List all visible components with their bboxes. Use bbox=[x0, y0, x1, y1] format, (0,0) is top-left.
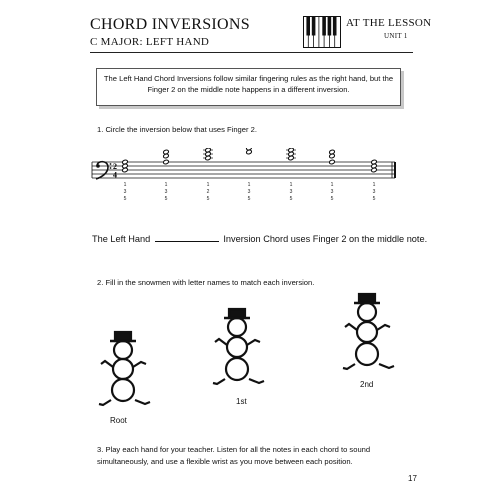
time-signature-bottom: 4 bbox=[113, 170, 117, 180]
info-box: The Left Hand Chord Inversions follow similar fingering rules as the right hand, but the Finger 2 on the middle note happens in a different inversion. bbox=[96, 68, 401, 106]
chord-1[interactable] bbox=[122, 159, 128, 172]
chord-2[interactable] bbox=[163, 149, 169, 164]
chord-group bbox=[122, 148, 377, 173]
chord-7[interactable] bbox=[371, 159, 377, 172]
time-signature-top: 2 bbox=[113, 162, 117, 171]
staff-lines bbox=[92, 162, 395, 178]
lesson-label: AT THE LESSON bbox=[346, 17, 432, 29]
fingering-number: 5 bbox=[372, 196, 376, 202]
fingering-number: 1 bbox=[372, 182, 376, 188]
fingering-number: 3 bbox=[330, 189, 334, 195]
page-title: CHORD INVERSIONS bbox=[90, 16, 250, 33]
piano-keys-icon bbox=[303, 16, 341, 48]
snowman-root[interactable] bbox=[97, 322, 155, 414]
fill-in-blank[interactable] bbox=[155, 233, 219, 242]
fingering-number: 1 bbox=[247, 182, 251, 188]
fingering-number: 3 bbox=[164, 189, 168, 195]
snowman-1st[interactable] bbox=[209, 305, 267, 397]
fingering-number: 3 bbox=[289, 189, 293, 195]
note-head bbox=[163, 159, 169, 164]
question-1-text: 1. Circle the inversion below that uses Finger 2. bbox=[97, 125, 257, 134]
chord-4[interactable] bbox=[246, 148, 252, 155]
question-2-text: 2. Fill in the snowmen with letter names to match each inversion. bbox=[97, 278, 315, 287]
fingering-number: 5 bbox=[206, 196, 210, 202]
fingering-number: 1 bbox=[330, 182, 334, 188]
fingering-number: 1 bbox=[206, 182, 210, 188]
fingering-number: 1 bbox=[123, 182, 127, 188]
fingering-number: 5 bbox=[247, 196, 251, 202]
fingering-number: 3 bbox=[372, 189, 376, 195]
page-number: 17 bbox=[408, 474, 417, 483]
fill-in-sentence bbox=[92, 233, 427, 244]
unit-label: UNIT 1 bbox=[384, 32, 408, 40]
header-rule bbox=[90, 52, 413, 53]
fingering-number: 3 bbox=[247, 189, 251, 195]
fingering-number: 5 bbox=[164, 196, 168, 202]
fingering-group bbox=[124, 182, 376, 202]
snowman-2nd[interactable] bbox=[339, 290, 397, 382]
fingering-number: 5 bbox=[123, 196, 127, 202]
fingering-number: 1 bbox=[164, 182, 168, 188]
fill-in-after: Inversion Chord uses Finger 2 on the middle note. bbox=[223, 234, 428, 244]
snowman-label-root: Root bbox=[110, 416, 127, 425]
snowman-label-1st: 1st bbox=[236, 397, 247, 406]
fingering-number: 5 bbox=[330, 196, 334, 202]
fingering-number: 5 bbox=[289, 196, 293, 202]
fill-in-before: The Left Hand bbox=[92, 234, 151, 244]
note-head bbox=[329, 159, 335, 164]
chord-6[interactable] bbox=[329, 149, 335, 164]
chord-5[interactable] bbox=[286, 148, 296, 161]
question-3-text: 3. Play each hand for your teacher. Listen for all the notes in each chord to sound simultaneously, and use a flexible wrist as you move between each position. bbox=[97, 445, 371, 466]
fingering-number: 1 bbox=[289, 182, 293, 188]
music-staff bbox=[90, 148, 410, 218]
fingering-number: 2 bbox=[206, 189, 210, 195]
fingering-number: 3 bbox=[123, 189, 127, 195]
page-subtitle: C MAJOR: LEFT HAND bbox=[90, 36, 210, 48]
snowman-label-2nd: 2nd bbox=[360, 380, 374, 389]
chord-3[interactable] bbox=[203, 148, 213, 161]
